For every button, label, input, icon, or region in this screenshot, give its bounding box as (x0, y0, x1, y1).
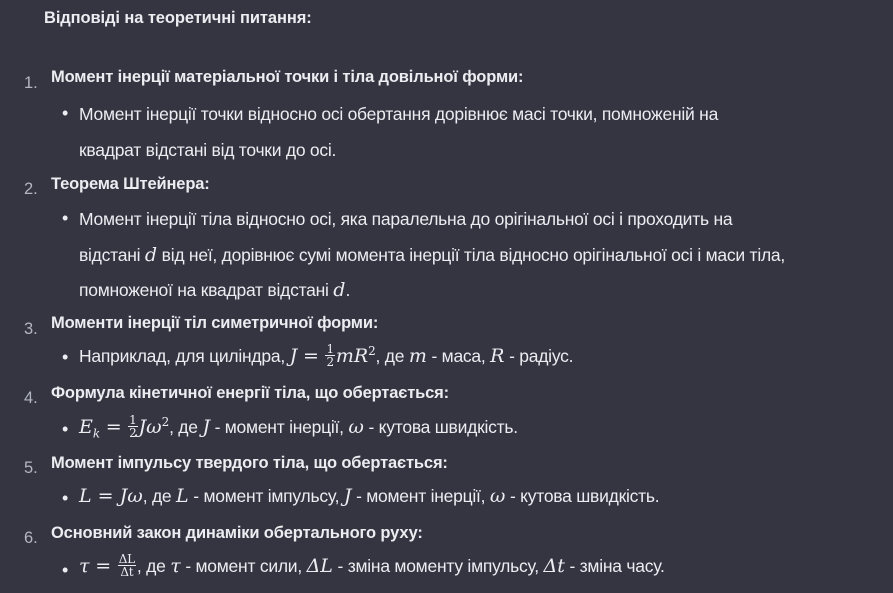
math-var-delta-t: Δt (543, 555, 565, 578)
bullet: • (62, 208, 69, 228)
math-exponent: 2 (368, 344, 376, 358)
text-run: . (345, 280, 351, 300)
math-var-E: E (79, 415, 93, 438)
list-item-title: Момент інерції матеріальної точки і тіла довільної форми: (51, 68, 524, 86)
fraction-numerator: 1 (326, 341, 334, 356)
text-run: від неї, дорівнює сумі момента інерції тіла відносно орігінальної осі і маси тіла, (157, 245, 786, 265)
math-term: Jω (138, 415, 162, 438)
list-number: 5. (24, 459, 38, 477)
bullet: • (62, 103, 69, 123)
text-run: , де (142, 486, 177, 506)
text-run: - зміна моменту імпульсу, (332, 556, 544, 577)
fraction-denominator: 2 (129, 425, 137, 440)
math-var-L: L (176, 485, 189, 507)
math-var-d: d (333, 279, 346, 301)
math-var-tau: τ (79, 555, 90, 578)
list-item-title: Теорема Штейнера: (51, 175, 210, 193)
math-fraction (128, 414, 137, 439)
text-run: - момент інерції, (209, 416, 349, 437)
bullet-text-line (79, 412, 518, 441)
text-run: Наприклад, для циліндра, (79, 345, 290, 366)
bullet: • (62, 560, 69, 580)
answer-heading: Відповіді на теоретичні питання: (44, 9, 312, 27)
list-number: 2. (24, 180, 38, 198)
math-var-m: m (408, 344, 427, 367)
bullet-text-line (79, 279, 350, 301)
math-fraction (118, 553, 136, 578)
math-subscript: k (92, 426, 100, 441)
list-item-title: Моменти інерції тіл симетричної форми: (51, 314, 379, 332)
list-item-title: Основний закон динаміки обертального руху: (51, 524, 423, 542)
bullet-text-line: Момент інерції тіла відносно осі, яка паралельна до орігінальної осі і проходить на (79, 209, 733, 229)
math-var-R: R (490, 344, 505, 367)
math-term: mR (335, 344, 369, 367)
bullet-text-line (79, 341, 574, 370)
text-run: - момент інерції, (351, 486, 490, 506)
math-var-d: d (144, 244, 158, 266)
text-run: - момент імпульсу, (188, 486, 344, 506)
list-item-title: Момент імпульсу твердого тіла, що обертається: (51, 454, 448, 472)
math-var-delta-L: ΔL (306, 555, 333, 578)
bullet-text-line (79, 244, 785, 266)
text-run: - кутова швидкість. (363, 416, 518, 437)
math-exponent: 2 (161, 415, 170, 429)
math-var-J: J (202, 415, 210, 438)
text-run: - зміна часу. (564, 556, 665, 577)
bullet-text-line: квадрат відстані від точки до осі. (79, 140, 337, 160)
math-equals: = (297, 344, 325, 367)
text-run: , де (375, 345, 409, 366)
text-run: помноженої на квадрат відстані (79, 280, 334, 300)
text-run: , де (169, 416, 203, 437)
bullet-text-line (79, 485, 659, 507)
text-run: - маса, (426, 345, 491, 366)
text-run: - радіус. (504, 345, 574, 366)
bullet: • (62, 488, 69, 508)
bullet-text-line: Момент інерції точки відносно осі обертання дорівнює масі точки, помноженій на (79, 104, 719, 124)
list-item-title: Формула кінетичної енергії тіла, що обертається: (51, 384, 449, 402)
math-var-omega: ω (348, 415, 364, 438)
bullet: • (62, 347, 69, 367)
text-run: - кутова швидкість. (505, 486, 660, 506)
math-var-J: J (343, 485, 352, 507)
list-number: 4. (24, 389, 38, 407)
math-var-J: J (289, 344, 298, 367)
math-equals: = (89, 555, 117, 578)
math-var-tau: τ (170, 555, 181, 578)
bullet: • (62, 419, 69, 439)
fraction-denominator: 2 (326, 354, 334, 369)
fraction-numerator: ΔL (118, 552, 135, 566)
bullet-text-line (79, 552, 665, 580)
math-equals: = (99, 415, 128, 438)
fraction-denominator: Δt (120, 565, 134, 579)
math-formula: L = Jω (79, 485, 143, 507)
text-run: , де (136, 556, 171, 577)
list-number: 1. (24, 74, 38, 92)
text-run: відстані (79, 245, 145, 265)
text-run: - момент сили, (180, 556, 307, 577)
fraction-numerator: 1 (129, 412, 137, 427)
list-number: 6. (24, 529, 38, 547)
math-fraction (325, 343, 334, 368)
math-var-omega: ω (489, 485, 506, 507)
list-number: 3. (24, 320, 38, 338)
